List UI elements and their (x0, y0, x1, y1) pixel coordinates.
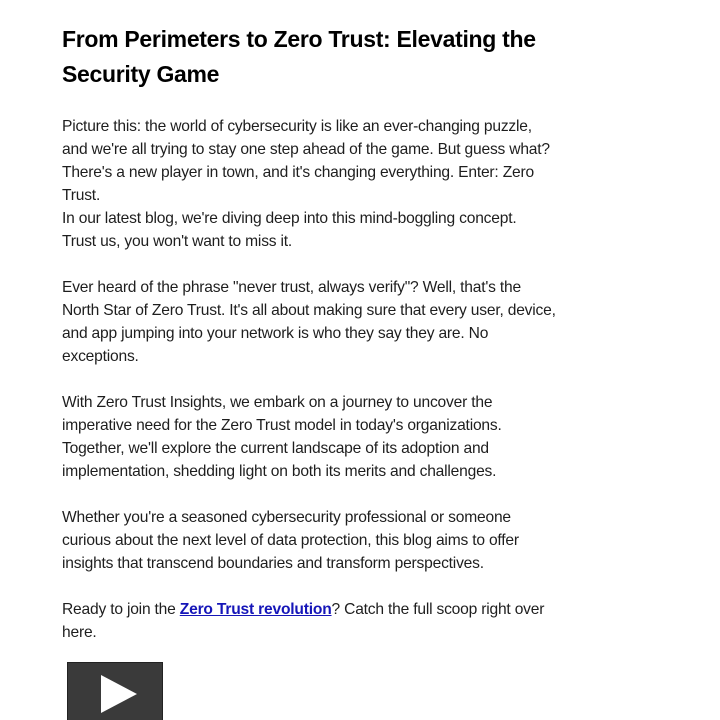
paragraph-cta (62, 598, 662, 644)
text-line: North Star of Zero Trust. It's all about making sure that every user, device, (62, 302, 556, 319)
text-line: Whether you're a seasoned cybersecurity professional or someone (62, 509, 511, 526)
cta-suffix: ? Catch the full scoop right over (331, 601, 545, 618)
text-line: curious about the next level of data protection, this blog aims to offer (62, 532, 519, 549)
text-line: There's a new player in town, and it's changing everything. Enter: Zero (62, 164, 534, 181)
title-line: Security Game (62, 61, 220, 87)
text-line: and we're all trying to stay one step ahead of the game. But guess what? (62, 141, 550, 158)
text-line: Together, we'll explore the current landscape of its adoption and (62, 440, 489, 457)
text-line: With Zero Trust Insights, we embark on a journey to uncover the (62, 394, 493, 411)
paragraph-audience (62, 506, 662, 575)
paragraph-intro (62, 115, 662, 253)
text-line: In our latest blog, we're diving deep into this mind-boggling concept. (62, 210, 517, 227)
text-line: insights that transcend boundaries and transform perspectives. (62, 555, 484, 572)
text-line: Picture this: the world of cybersecurity is like an ever-changing puzzle, (62, 118, 532, 135)
cta-line (62, 598, 662, 621)
cta-prefix: Ready to join the (62, 601, 180, 618)
article-title (62, 22, 662, 92)
text-line: and app jumping into your network is who they say they are. No (62, 325, 489, 342)
play-icon (101, 675, 137, 713)
paragraph-never-trust (62, 276, 662, 368)
text-line: Trust us, you won't want to miss it. (62, 233, 293, 250)
video-play-button[interactable] (67, 662, 163, 720)
text-line: implementation, shedding light on both its merits and challenges. (62, 463, 497, 480)
text-line: Trust. (62, 187, 101, 204)
text-line: Ever heard of the phrase "never trust, always verify"? Well, that's the (62, 279, 521, 296)
paragraph-insights (62, 391, 662, 483)
text-line: imperative need for the Zero Trust model in today's organizations. (62, 417, 502, 434)
title-line: From Perimeters to Zero Trust: Elevating the (62, 26, 536, 52)
article-body (62, 115, 662, 667)
text-line: exceptions. (62, 348, 139, 365)
cta-line-2: here. (62, 624, 97, 641)
zero-trust-revolution-link[interactable]: Zero Trust revolution (179, 601, 332, 618)
